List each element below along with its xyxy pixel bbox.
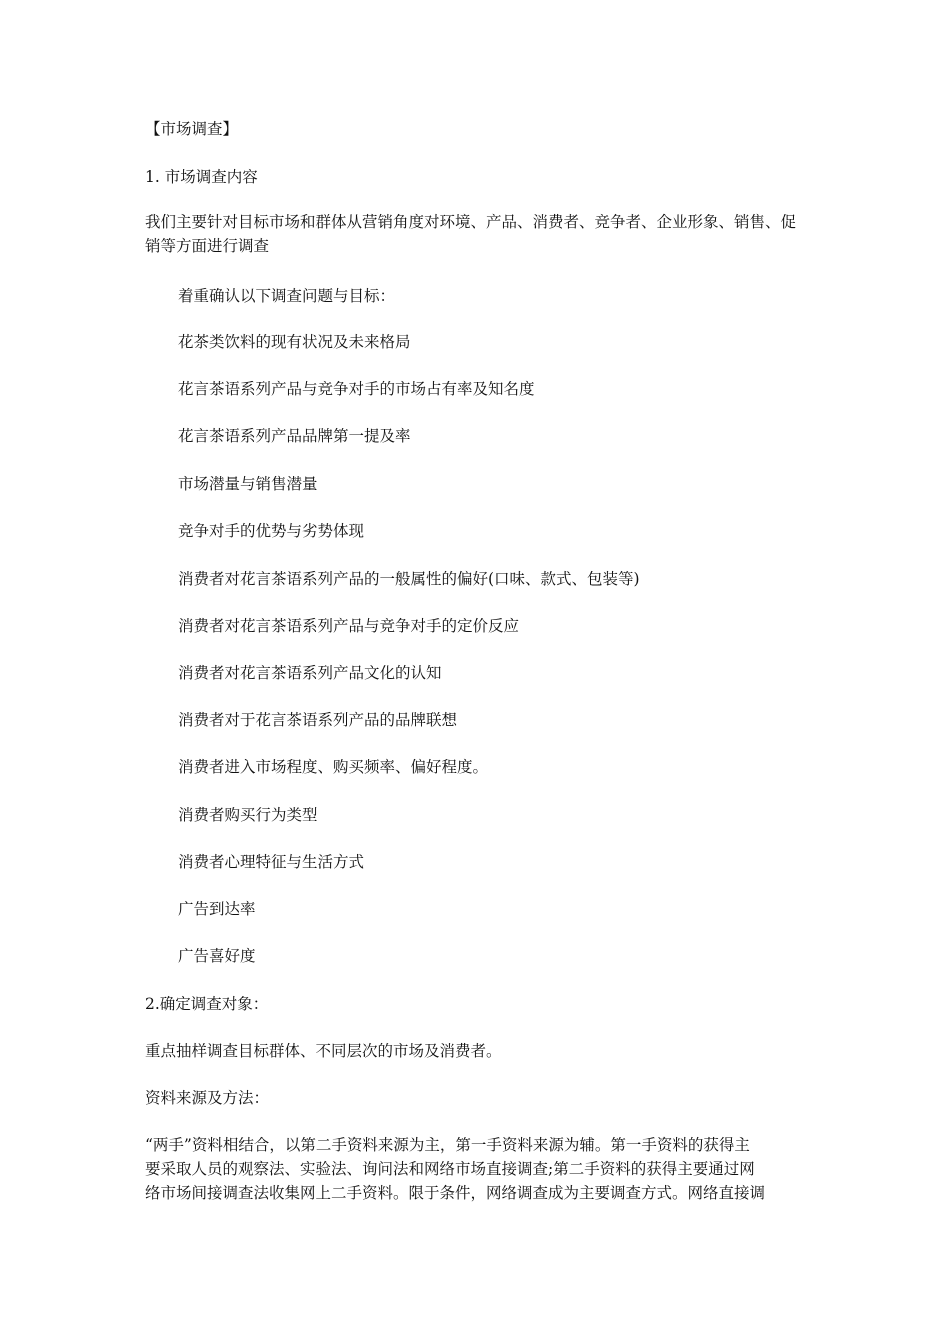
list-item: 消费者心理特征与生活方式 — [178, 853, 365, 871]
list-item: 消费者对花言茶语系列产品文化的认知 — [178, 664, 442, 682]
sources-label: 资料来源及方法： — [145, 1089, 270, 1107]
sources-line-2: 要采取人员的观察法、实验法、询问法和网络市场直接调查;第二手资料的获得主要通过网 — [145, 1160, 755, 1178]
intro-line-1: 我们主要针对目标市场和群体从营销角度对环境、产品、消费者、竞争者、企业形象、销售、促 — [145, 213, 797, 231]
list-item: 广告喜好度 — [178, 947, 256, 965]
heading-2: 2.确定调查对象： — [145, 995, 269, 1013]
list-item: 花茶类饮料的现有状况及未来格局 — [178, 333, 411, 351]
list-item: 广告到达率 — [178, 900, 256, 918]
focus-label: 着重确认以下调查问题与目标： — [178, 287, 396, 305]
heading-1: 1. 市场调查内容 — [145, 168, 258, 186]
list-item: 消费者对于花言茶语系列产品的品牌联想 — [178, 711, 458, 729]
target-text: 重点抽样调查目标群体、不同层次的市场及消费者。 — [145, 1042, 502, 1060]
list-item: 消费者对花言茶语系列产品的一般属性的偏好(口味、款式、包装等) — [178, 570, 640, 588]
sources-line-1: “两手”资料相结合，以第二手资料来源为主，第一手资料来源为辅。第一手资料的获得主 — [145, 1136, 750, 1154]
list-item: 消费者对花言茶语系列产品与竞争对手的定价反应 — [178, 617, 520, 635]
intro-line-2: 销等方面进行调查 — [145, 237, 270, 255]
sources-line-3: 络市场间接调查法收集网上二手资料。限于条件，网络调查成为主要调查方式。网络直接调 — [145, 1184, 766, 1202]
list-item: 消费者进入市场程度、购买频率、偏好程度。 — [178, 758, 489, 776]
list-item: 花言茶语系列产品品牌第一提及率 — [178, 427, 411, 445]
list-item: 消费者购买行为类型 — [178, 806, 318, 824]
list-item: 市场潜量与销售潜量 — [178, 475, 318, 493]
list-item: 竞争对手的优势与劣势体现 — [178, 522, 365, 540]
section-title: 【市场调查】 — [145, 120, 239, 138]
list-item: 花言茶语系列产品与竞争对手的市场占有率及知名度 — [178, 380, 535, 398]
